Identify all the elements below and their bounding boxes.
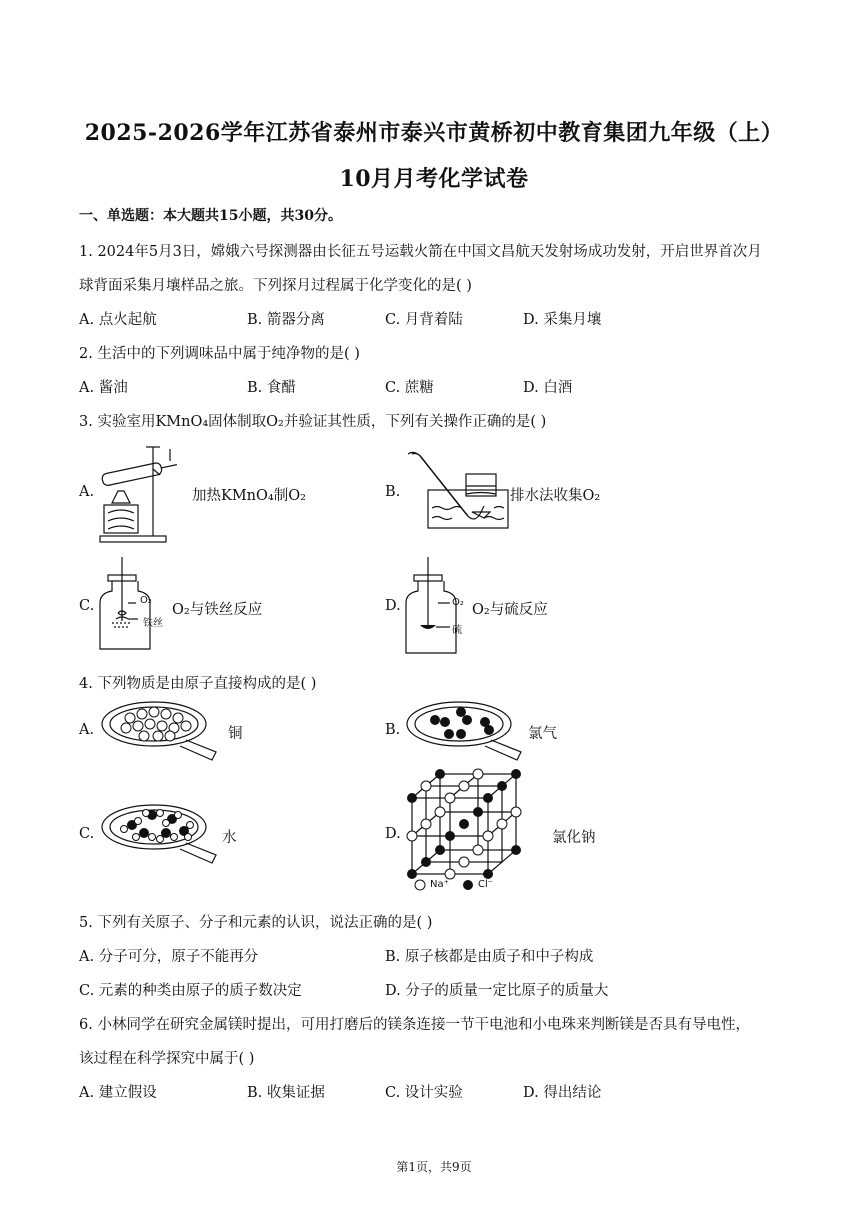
- q1-stem-line2: 球背面采集月壤样品之旅。下列探月过程属于化学变化的是( ): [79, 278, 472, 294]
- q2-option-c: C. 蔗糖: [385, 380, 434, 396]
- q5-option-c: C. 元素的种类由原子的质子数决定: [79, 983, 302, 999]
- q4-option-c: C.: [79, 826, 95, 842]
- q3-option-d: D.: [385, 598, 401, 614]
- q5-option-d: D. 分子的质量一定比原子的质量大: [385, 983, 609, 999]
- q5-option-b: B. 原子核都是由质子和中子构成: [385, 949, 594, 965]
- water-collection-figure: [404, 450, 512, 532]
- q3-option-b: B.: [385, 484, 401, 500]
- q4-fig-c-label: 水: [222, 830, 237, 846]
- q1-option-d: D. 采集月壤: [523, 312, 602, 328]
- sodium-chloride-lattice-figure: [404, 770, 524, 876]
- q6-option-d: D. 得出结论: [523, 1085, 602, 1101]
- copper-dish-figure: [100, 700, 222, 764]
- q3-fig-c-label: O₂与铁丝反应: [172, 602, 263, 618]
- q3-fig-b-label: 排水法收集O₂: [510, 488, 601, 504]
- q4-option-d: D.: [385, 826, 401, 842]
- q4-legend-cl: Cl⁻: [478, 879, 494, 890]
- q3-fig-a-label: 加热KMnO₄制O₂: [192, 488, 306, 504]
- q4-stem: 4. 下列物质是由原子直接构成的是( ): [79, 676, 317, 692]
- sodium-ion-legend-icon: [414, 879, 426, 891]
- q4-fig-b-label: 氯气: [528, 726, 557, 742]
- q6-option-b: B. 收集证据: [247, 1085, 325, 1101]
- water-dish-figure: [100, 803, 222, 867]
- q4-option-a: A.: [79, 722, 95, 738]
- page-footer: 第1页，共9页: [396, 1160, 472, 1174]
- q2-option-d: D. 白酒: [523, 380, 573, 396]
- q1-option-c: C. 月背着陆: [385, 312, 463, 328]
- iron-wire-bottle-figure: [98, 557, 168, 653]
- q3-fig-c-wire-label: 铁丝: [143, 618, 163, 629]
- section-heading: 一、单选题：本大题共15小题，共30分。: [79, 208, 342, 224]
- chloride-ion-legend-icon: [462, 879, 474, 891]
- heating-apparatus-figure: [98, 445, 190, 545]
- q2-stem: 2. 生活中的下列调味品中属于纯净物的是( ): [79, 346, 360, 362]
- exam-title-line1: 2025-2026学年江苏省泰州市泰兴市黄桥初中教育集团九年级（上）: [84, 120, 784, 146]
- q6-stem-line1: 6. 小林同学在研究金属镁时提出，可用打磨后的镁条连接一节干电池和小电珠来判断镁是否具有导电性，: [79, 1017, 750, 1033]
- exam-title-line2: 10月月考化学试卷: [339, 166, 529, 192]
- q1-option-a: A. 点火起航: [79, 312, 157, 328]
- q4-legend-na: Na⁺: [430, 879, 449, 890]
- q5-stem: 5. 下列有关原子、分子和元素的认识，说法正确的是( ): [79, 915, 433, 931]
- q6-stem-line2: 该过程在科学探究中属于( ): [79, 1051, 255, 1067]
- q6-option-c: C. 设计实验: [385, 1085, 463, 1101]
- q3-fig-c-o2-label: O₂: [140, 595, 152, 606]
- q2-option-a: A. 酱油: [79, 380, 128, 396]
- chlorine-dish-figure: [405, 700, 527, 764]
- q3-stem: 3. 实验室用KMnO₄固体制取O₂并验证其性质，下列有关操作正确的是( ): [79, 414, 547, 430]
- q3-fig-d-sulfur-label: 硫: [452, 625, 462, 636]
- q4-option-b: B.: [385, 722, 401, 738]
- q3-fig-d-o2-label: O₂: [452, 597, 464, 608]
- q2-option-b: B. 食醋: [247, 380, 296, 396]
- q1-stem-line1: 1. 2024年5月3日，嫦娥六号探测器由长征五号运载火箭在中国文昌航天发射场成功发射，开启世界首次月: [79, 244, 762, 260]
- q4-fig-a-label: 铜: [228, 726, 243, 742]
- q3-fig-d-label: O₂与硫反应: [472, 602, 548, 618]
- q5-option-a: A. 分子可分，原子不能再分: [79, 949, 259, 965]
- q3-option-c: C.: [79, 598, 95, 614]
- q1-option-b: B. 箭器分离: [247, 312, 325, 328]
- q6-option-a: A. 建立假设: [79, 1085, 157, 1101]
- q4-fig-d-label: 氯化钠: [552, 830, 596, 846]
- q3-option-a: A.: [79, 484, 95, 500]
